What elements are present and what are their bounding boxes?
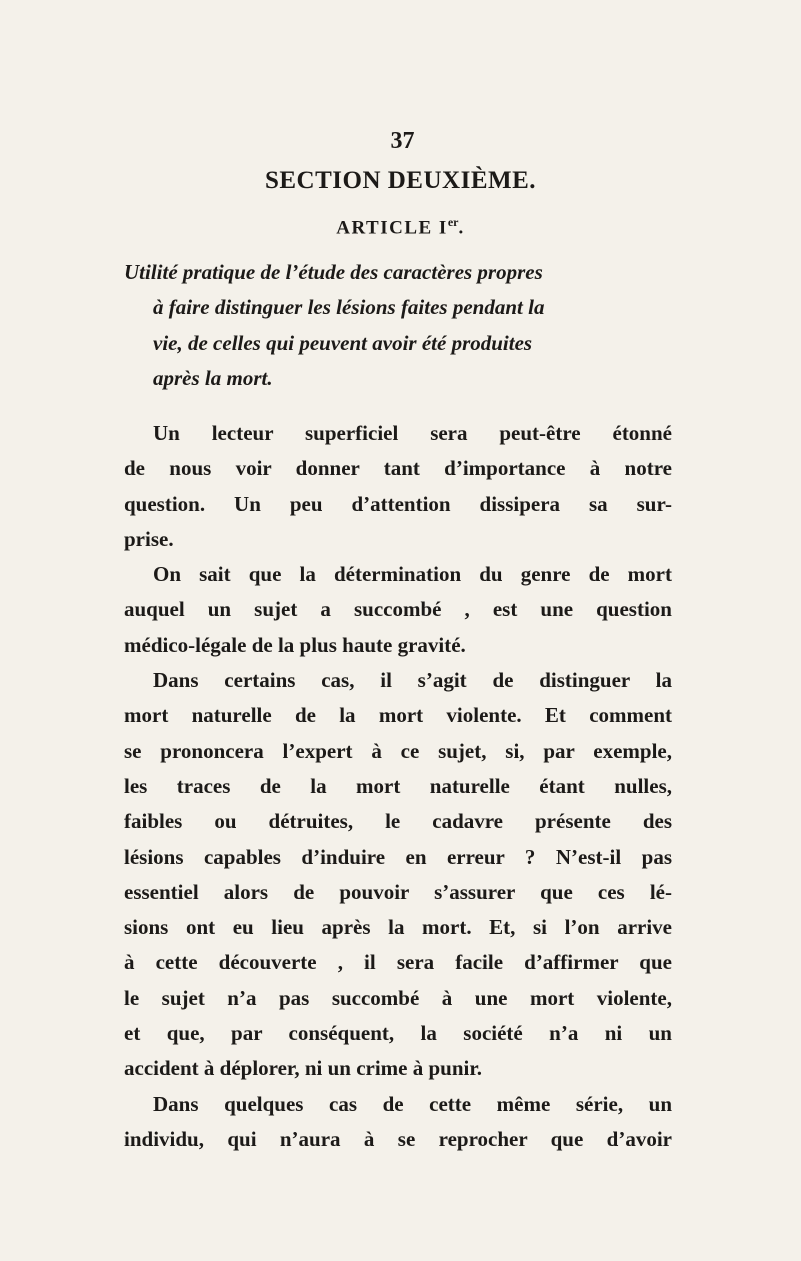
body-line: Un lecteur superficiel sera peut-être étonné	[153, 421, 672, 445]
body-line: prise.	[124, 526, 174, 551]
body-line: essentiel alors de pouvoir s’assurer que ces lé-	[124, 879, 672, 904]
body-line: les traces de la mort naturelle étant nulles,	[124, 773, 672, 798]
body-line: sions ont eu lieu après la mort. Et, si l’on arrive	[124, 915, 672, 940]
article-heading	[124, 255, 672, 396]
body-line: accident à déplorer, ni un crime à punir.	[124, 1056, 482, 1081]
article-period: .	[458, 217, 465, 239]
page-number: 37	[390, 128, 415, 154]
heading-line: Utilité pratique de l’étude des caractères propres	[124, 260, 543, 284]
body-line: individu, qui n’aura à se reprocher que d’avoir	[124, 1126, 672, 1151]
body-line: lésions capables d’induire en erreur ? N’est-il pas	[124, 844, 672, 869]
article-title	[0, 215, 801, 239]
body-line: médico-légale de la plus haute gravité.	[124, 632, 466, 657]
body-line: de nous voir donner tant d’importance à notre	[124, 456, 672, 481]
section-title: SECTION DEUXIÈME.	[264, 167, 537, 194]
body-text	[124, 416, 672, 1157]
body-line: On sait que la détermination du genre de mort	[153, 562, 672, 587]
heading-line: à faire distinguer les lésions faites pendant la	[153, 295, 545, 320]
body-line: à cette découverte , il sera facile d’affirmer que	[124, 950, 672, 975]
body-line: mort naturelle de la mort violente. Et comment	[124, 703, 672, 728]
body-line: auquel un sujet a succombé , est une question	[124, 597, 672, 622]
body-line: le sujet n’a pas succombé à une mort violente,	[124, 985, 672, 1010]
article-ordinal-suffix: er	[447, 215, 459, 229]
body-line: faibles ou détruites, le cadavre présente des	[124, 809, 672, 834]
body-line: et que, par conséquent, la société n’a ni un	[124, 1021, 672, 1046]
body-line: Dans quelques cas de cette même série, un	[153, 1091, 672, 1116]
body-line: question. Un peu d’attention dissipera sa sur-	[124, 491, 672, 516]
body-line: se prononcera l’expert à ce sujet, si, par exemple,	[124, 738, 672, 763]
heading-line: vie, de celles qui peuvent avoir été produites	[153, 330, 533, 355]
article-label: ARTICLE I	[336, 217, 448, 239]
body-line: Dans certains cas, il s’agit de distinguer la	[153, 668, 672, 693]
heading-line: après la mort.	[153, 365, 273, 390]
